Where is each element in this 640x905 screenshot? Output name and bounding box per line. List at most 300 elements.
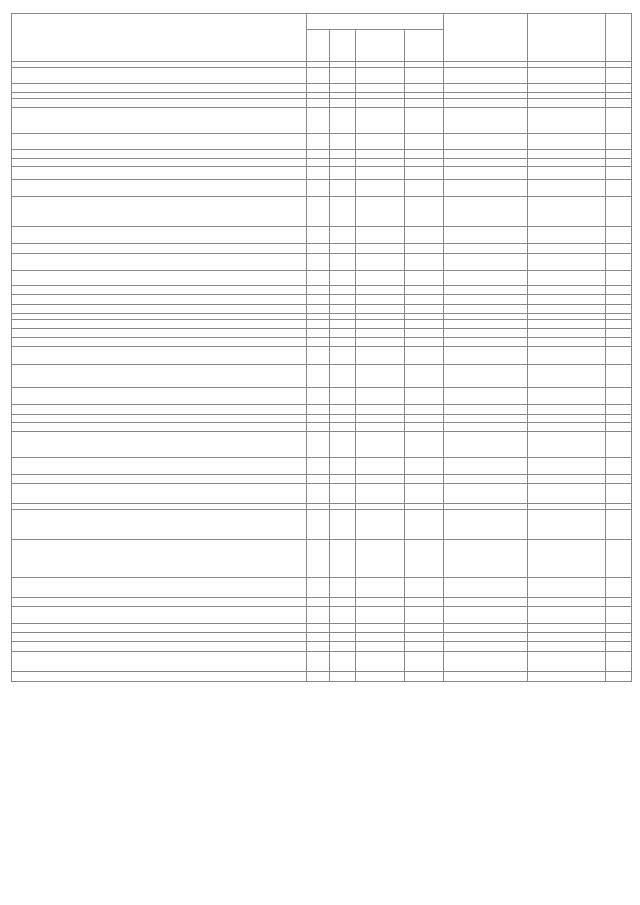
table-row <box>12 227 632 244</box>
row-label <box>12 167 307 180</box>
row-grbs <box>307 347 330 365</box>
row-plan <box>444 347 528 365</box>
row-tsel <box>356 484 405 504</box>
table-row <box>12 423 632 432</box>
row-tsel <box>356 271 405 286</box>
row-grbs <box>307 134 330 150</box>
row-tsel <box>356 244 405 254</box>
row-razdel <box>330 598 356 607</box>
row-ispoln <box>527 84 605 93</box>
row-grbs <box>307 388 330 405</box>
row-grbs <box>307 84 330 93</box>
row-vid <box>405 510 444 540</box>
row-razdel <box>330 458 356 475</box>
header-plan <box>444 14 528 62</box>
row-tsel <box>356 642 405 652</box>
row-grbs <box>307 578 330 598</box>
row-vid <box>405 84 444 93</box>
row-label <box>12 180 307 197</box>
row-grbs <box>307 475 330 484</box>
table-row <box>12 598 632 607</box>
row-tsel <box>356 329 405 338</box>
row-label <box>12 197 307 227</box>
row-tsel <box>356 134 405 150</box>
row-ispoln <box>527 633 605 642</box>
row-razdel <box>330 484 356 504</box>
table-row <box>12 134 632 150</box>
row-tsel <box>356 305 405 314</box>
row-label <box>12 347 307 365</box>
row-plan <box>444 405 528 415</box>
row-label <box>12 578 307 598</box>
row-grbs <box>307 108 330 134</box>
header-ispoln <box>527 14 605 62</box>
row-tsel <box>356 197 405 227</box>
row-razdel <box>330 329 356 338</box>
row-plan <box>444 598 528 607</box>
row-vid <box>405 405 444 415</box>
row-label <box>12 432 307 458</box>
row-plan <box>444 150 528 159</box>
row-plan <box>444 244 528 254</box>
row-ispoln <box>527 475 605 484</box>
row-vid <box>405 286 444 295</box>
table-row <box>12 254 632 271</box>
row-razdel <box>330 652 356 672</box>
row-ispoln <box>527 510 605 540</box>
row-razdel <box>330 286 356 295</box>
row-ispoln <box>527 642 605 652</box>
row-plan <box>444 329 528 338</box>
row-razdel <box>330 388 356 405</box>
row-label <box>12 150 307 159</box>
row-pct <box>605 510 631 540</box>
row-label <box>12 320 307 329</box>
row-label <box>12 84 307 93</box>
row-tsel <box>356 540 405 578</box>
row-pct <box>605 271 631 286</box>
row-label <box>12 159 307 167</box>
row-label <box>12 254 307 271</box>
row-label <box>12 295 307 305</box>
table-row <box>12 338 632 347</box>
row-razdel <box>330 159 356 167</box>
table-row <box>12 150 632 159</box>
row-razdel <box>330 271 356 286</box>
row-tsel <box>356 254 405 271</box>
row-vid <box>405 633 444 642</box>
row-pct <box>605 415 631 423</box>
row-tsel <box>356 227 405 244</box>
table-row <box>12 108 632 134</box>
row-label <box>12 271 307 286</box>
row-grbs <box>307 338 330 347</box>
row-plan <box>444 227 528 244</box>
row-plan <box>444 159 528 167</box>
row-grbs <box>307 432 330 458</box>
row-razdel <box>330 254 356 271</box>
row-pct <box>605 108 631 134</box>
header-name-blank <box>12 14 307 62</box>
row-pct <box>605 159 631 167</box>
table-row <box>12 84 632 93</box>
row-grbs <box>307 607 330 624</box>
row-ispoln <box>527 672 605 682</box>
row-razdel <box>330 540 356 578</box>
row-tsel <box>356 365 405 388</box>
row-pct <box>605 99 631 108</box>
row-plan <box>444 305 528 314</box>
row-pct <box>605 607 631 624</box>
row-plan <box>444 338 528 347</box>
row-ispoln <box>527 286 605 295</box>
table-row <box>12 432 632 458</box>
row-plan <box>444 540 528 578</box>
row-grbs <box>307 271 330 286</box>
row-vid <box>405 365 444 388</box>
row-pct <box>605 305 631 314</box>
row-vid <box>405 624 444 633</box>
row-vid <box>405 180 444 197</box>
row-razdel <box>330 578 356 598</box>
row-tsel <box>356 150 405 159</box>
row-grbs <box>307 320 330 329</box>
row-grbs <box>307 295 330 305</box>
row-grbs <box>307 598 330 607</box>
row-vid <box>405 423 444 432</box>
row-grbs <box>307 197 330 227</box>
row-razdel <box>330 68 356 84</box>
row-razdel <box>330 227 356 244</box>
header-vid <box>405 30 444 62</box>
row-vid <box>405 244 444 254</box>
row-grbs <box>307 484 330 504</box>
row-ispoln <box>527 415 605 423</box>
row-ispoln <box>527 295 605 305</box>
row-label <box>12 305 307 314</box>
row-tsel <box>356 475 405 484</box>
row-pct <box>605 624 631 633</box>
row-razdel <box>330 415 356 423</box>
row-pct <box>605 320 631 329</box>
row-vid <box>405 197 444 227</box>
row-tsel <box>356 672 405 682</box>
row-plan <box>444 475 528 484</box>
row-grbs <box>307 305 330 314</box>
row-label <box>12 475 307 484</box>
row-pct <box>605 68 631 84</box>
row-pct <box>605 432 631 458</box>
row-razdel <box>330 423 356 432</box>
row-label <box>12 540 307 578</box>
row-plan <box>444 99 528 108</box>
row-vid <box>405 642 444 652</box>
row-razdel <box>330 338 356 347</box>
header-grbs <box>307 30 330 62</box>
row-vid <box>405 271 444 286</box>
row-pct <box>605 578 631 598</box>
row-vid <box>405 607 444 624</box>
header-codes <box>307 14 444 30</box>
row-ispoln <box>527 108 605 134</box>
table-row <box>12 365 632 388</box>
header-pct <box>605 14 631 62</box>
row-grbs <box>307 415 330 423</box>
row-pct <box>605 405 631 415</box>
row-ispoln <box>527 227 605 244</box>
row-plan <box>444 510 528 540</box>
row-tsel <box>356 347 405 365</box>
row-ispoln <box>527 99 605 108</box>
table-row <box>12 99 632 108</box>
row-pct <box>605 244 631 254</box>
row-label <box>12 244 307 254</box>
row-vid <box>405 320 444 329</box>
row-tsel <box>356 286 405 295</box>
row-pct <box>605 134 631 150</box>
header-razdel <box>330 30 356 62</box>
row-razdel <box>330 320 356 329</box>
row-tsel <box>356 607 405 624</box>
table-row <box>12 540 632 578</box>
row-razdel <box>330 295 356 305</box>
row-grbs <box>307 159 330 167</box>
row-grbs <box>307 167 330 180</box>
row-vid <box>405 108 444 134</box>
row-razdel <box>330 99 356 108</box>
row-plan <box>444 642 528 652</box>
row-label <box>12 598 307 607</box>
row-label <box>12 484 307 504</box>
row-label <box>12 134 307 150</box>
row-pct <box>605 388 631 405</box>
row-pct <box>605 286 631 295</box>
row-label <box>12 338 307 347</box>
row-vid <box>405 388 444 405</box>
row-grbs <box>307 672 330 682</box>
row-vid <box>405 295 444 305</box>
row-pct <box>605 167 631 180</box>
row-vid <box>405 432 444 458</box>
row-pct <box>605 329 631 338</box>
row-vid <box>405 134 444 150</box>
header-tsel <box>356 30 405 62</box>
budget-table <box>11 13 632 682</box>
row-razdel <box>330 624 356 633</box>
row-razdel <box>330 475 356 484</box>
row-tsel <box>356 295 405 305</box>
row-vid <box>405 458 444 475</box>
table-row <box>12 286 632 295</box>
row-pct <box>605 423 631 432</box>
row-grbs <box>307 365 330 388</box>
row-ispoln <box>527 134 605 150</box>
row-tsel <box>356 159 405 167</box>
row-plan <box>444 633 528 642</box>
row-plan <box>444 365 528 388</box>
row-label <box>12 423 307 432</box>
row-tsel <box>356 423 405 432</box>
row-plan <box>444 180 528 197</box>
row-tsel <box>356 68 405 84</box>
row-vid <box>405 305 444 314</box>
row-vid <box>405 99 444 108</box>
row-vid <box>405 329 444 338</box>
row-plan <box>444 652 528 672</box>
row-label <box>12 633 307 642</box>
row-tsel <box>356 99 405 108</box>
row-pct <box>605 642 631 652</box>
row-label <box>12 99 307 108</box>
table-row <box>12 633 632 642</box>
row-plan <box>444 320 528 329</box>
row-ispoln <box>527 254 605 271</box>
row-ispoln <box>527 271 605 286</box>
row-ispoln <box>527 305 605 314</box>
row-plan <box>444 458 528 475</box>
row-tsel <box>356 388 405 405</box>
row-razdel <box>330 84 356 93</box>
row-razdel <box>330 405 356 415</box>
row-vid <box>405 338 444 347</box>
row-ispoln <box>527 624 605 633</box>
row-pct <box>605 338 631 347</box>
row-ispoln <box>527 159 605 167</box>
row-label <box>12 365 307 388</box>
row-pct <box>605 458 631 475</box>
row-plan <box>444 624 528 633</box>
row-pct <box>605 672 631 682</box>
row-grbs <box>307 624 330 633</box>
row-ispoln <box>527 432 605 458</box>
row-grbs <box>307 180 330 197</box>
row-tsel <box>356 415 405 423</box>
row-tsel <box>356 633 405 642</box>
row-pct <box>605 540 631 578</box>
row-razdel <box>330 365 356 388</box>
row-plan <box>444 286 528 295</box>
row-tsel <box>356 598 405 607</box>
table-row <box>12 347 632 365</box>
table-row <box>12 180 632 197</box>
row-label <box>12 672 307 682</box>
row-razdel <box>330 244 356 254</box>
row-plan <box>444 134 528 150</box>
row-grbs <box>307 423 330 432</box>
row-ispoln <box>527 347 605 365</box>
row-grbs <box>307 150 330 159</box>
table-row <box>12 159 632 167</box>
row-ispoln <box>527 68 605 84</box>
row-ispoln <box>527 150 605 159</box>
row-pct <box>605 227 631 244</box>
row-pct <box>605 633 631 642</box>
row-grbs <box>307 540 330 578</box>
table-row <box>12 167 632 180</box>
row-ispoln <box>527 405 605 415</box>
row-pct <box>605 365 631 388</box>
row-razdel <box>330 108 356 134</box>
table-row <box>12 510 632 540</box>
table-row <box>12 244 632 254</box>
row-ispoln <box>527 458 605 475</box>
row-plan <box>444 484 528 504</box>
table-row <box>12 305 632 314</box>
row-pct <box>605 475 631 484</box>
row-ispoln <box>527 365 605 388</box>
table-row <box>12 388 632 405</box>
table-row <box>12 320 632 329</box>
row-plan <box>444 271 528 286</box>
row-plan <box>444 415 528 423</box>
table-row <box>12 68 632 84</box>
row-razdel <box>330 607 356 624</box>
table-row <box>12 624 632 633</box>
row-plan <box>444 254 528 271</box>
row-grbs <box>307 329 330 338</box>
row-pct <box>605 150 631 159</box>
row-vid <box>405 475 444 484</box>
row-tsel <box>356 84 405 93</box>
table-row <box>12 578 632 598</box>
row-pct <box>605 254 631 271</box>
row-ispoln <box>527 423 605 432</box>
row-ispoln <box>527 338 605 347</box>
row-vid <box>405 484 444 504</box>
row-ispoln <box>527 652 605 672</box>
row-grbs <box>307 652 330 672</box>
row-label <box>12 510 307 540</box>
row-vid <box>405 347 444 365</box>
row-razdel <box>330 134 356 150</box>
row-grbs <box>307 458 330 475</box>
row-razdel <box>330 510 356 540</box>
row-pct <box>605 598 631 607</box>
table-row <box>12 197 632 227</box>
row-ispoln <box>527 167 605 180</box>
row-label <box>12 458 307 475</box>
row-vid <box>405 652 444 672</box>
row-pct <box>605 295 631 305</box>
row-tsel <box>356 405 405 415</box>
row-plan <box>444 167 528 180</box>
row-label <box>12 286 307 295</box>
row-plan <box>444 423 528 432</box>
row-label <box>12 607 307 624</box>
row-razdel <box>330 150 356 159</box>
table-row <box>12 295 632 305</box>
row-plan <box>444 68 528 84</box>
row-plan <box>444 607 528 624</box>
row-pct <box>605 180 631 197</box>
row-tsel <box>356 432 405 458</box>
row-tsel <box>356 578 405 598</box>
row-tsel <box>356 338 405 347</box>
row-grbs <box>307 642 330 652</box>
row-vid <box>405 540 444 578</box>
row-pct <box>605 84 631 93</box>
row-razdel <box>330 167 356 180</box>
row-label <box>12 624 307 633</box>
row-razdel <box>330 180 356 197</box>
row-grbs <box>307 405 330 415</box>
row-grbs <box>307 227 330 244</box>
table-body <box>12 68 632 682</box>
row-ispoln <box>527 598 605 607</box>
table-row <box>12 475 632 484</box>
row-label <box>12 108 307 134</box>
table-row <box>12 415 632 423</box>
